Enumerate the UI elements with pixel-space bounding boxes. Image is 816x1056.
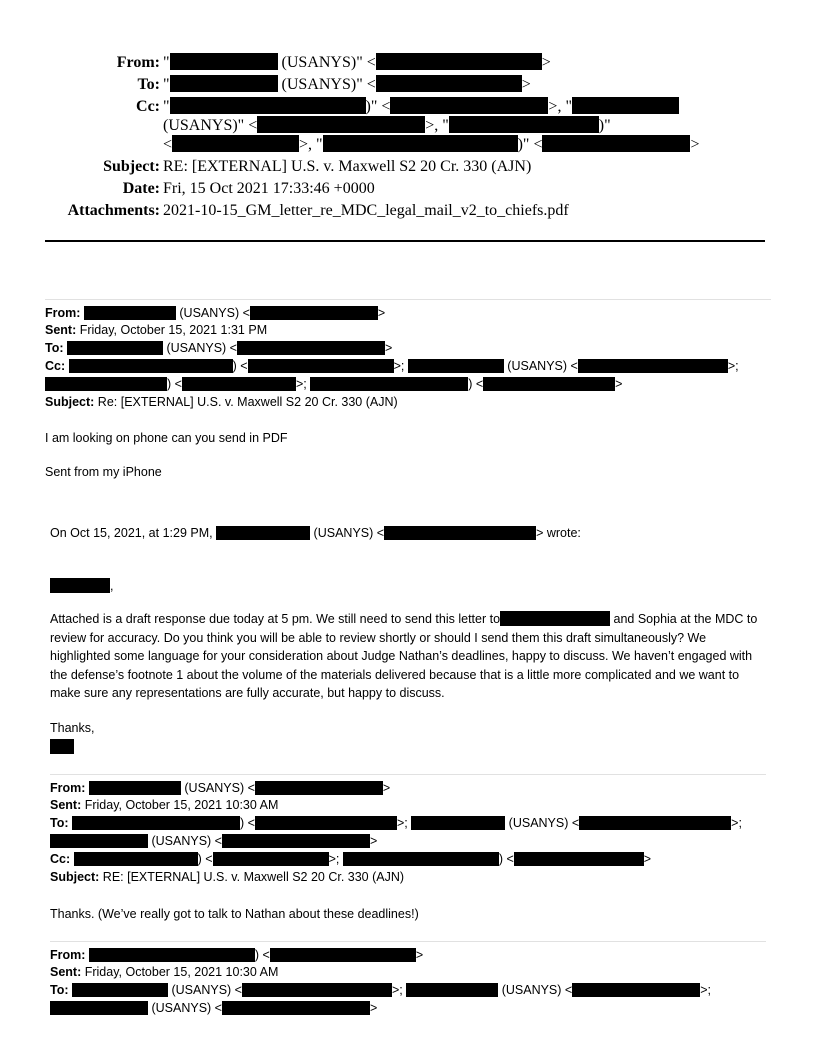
redaction: [270, 948, 416, 962]
redaction: [172, 135, 299, 152]
redaction: [67, 341, 163, 355]
redaction: [376, 53, 542, 70]
redaction: [50, 739, 74, 754]
redaction: [384, 526, 536, 540]
email-2-cc: Cc: ) < >; ) < >: [50, 852, 652, 866]
email-3-to-cont: (USANYS) < >: [50, 1000, 377, 1016]
email-2-sent: Sent: Friday, October 15, 2021 10:30 AM: [50, 798, 279, 812]
email-2-to-cont: (USANYS) < >: [50, 833, 377, 849]
redaction: [310, 377, 468, 391]
redaction: [579, 816, 731, 830]
header-cc-line-1: " )" < >, ": [163, 97, 679, 117]
redaction: [45, 377, 167, 391]
email-2-to: To: ) < >; (USANYS) < >;: [50, 816, 742, 830]
attachment-link[interactable]: 2021-10-15_GM_letter_re_MDC_legal_mail_v2_to_chiefs.pdf: [163, 202, 569, 219]
redaction: [255, 816, 397, 830]
redaction: [376, 75, 522, 92]
quote-signature: [50, 739, 74, 755]
redaction: [572, 97, 679, 114]
header-to-value: " (USANYS)" < >: [163, 76, 531, 93]
email-2-from: From: (USANYS) < >: [50, 781, 391, 795]
email-2-subject: Subject: RE: [EXTERNAL] U.S. v. Maxwell S2 20 Cr. 330 (AJN): [50, 870, 405, 884]
redaction: [242, 983, 392, 997]
email-1-cc-cont: ) < >; ) < >: [45, 376, 622, 392]
header-cc-line-2: (USANYS)" < >, " )": [163, 117, 611, 134]
email-1-sent: Sent: Friday, October 15, 2021 1:31 PM: [45, 323, 268, 337]
redaction: [72, 816, 240, 830]
redaction: [216, 526, 310, 540]
redaction: [89, 781, 181, 795]
header-date-label: Date:: [122, 180, 160, 197]
redaction: [449, 116, 599, 133]
header-divider: [45, 240, 765, 242]
redaction: [222, 1001, 370, 1015]
redaction: [483, 377, 615, 391]
email-3-from: From: ) < >: [50, 948, 424, 962]
header-to-label: To:: [137, 76, 160, 93]
redaction: [411, 816, 505, 830]
email-2-body: Thanks. (We’ve really got to talk to Nathan about these deadlines!): [50, 907, 419, 921]
redaction: [84, 306, 176, 320]
header-to-row: [0, 75, 816, 95]
redaction: [248, 359, 394, 373]
header-from-label: From:: [116, 54, 160, 71]
email-1-to: To: (USANYS) < >: [45, 341, 393, 355]
header-attachments-label: Attachments:: [67, 202, 160, 219]
quote-greeting: ,: [50, 578, 113, 594]
redaction: [50, 834, 148, 848]
email-1-from: From: (USANYS) < >: [45, 306, 386, 320]
redaction: [213, 852, 329, 866]
email-3-divider: [50, 941, 766, 942]
redaction: [578, 359, 728, 373]
redaction: [222, 834, 370, 848]
redaction: [74, 852, 198, 866]
redaction: [390, 97, 548, 114]
header-subject-row: [0, 157, 816, 177]
redaction: [69, 359, 233, 373]
email-3-to: To: (USANYS) < >; (USANYS) < >;: [50, 983, 711, 997]
redaction: [72, 983, 168, 997]
header-from-value: " (USANYS)" < >: [163, 54, 551, 71]
redaction: [343, 852, 499, 866]
header-date-row: [0, 179, 816, 199]
header-cc-label: Cc:: [136, 98, 160, 115]
header-cc-row: [0, 97, 816, 157]
redaction: [257, 116, 425, 133]
redaction: [255, 781, 383, 795]
redaction: [572, 983, 700, 997]
redaction: [514, 852, 644, 866]
email-1-signature: Sent from my iPhone: [45, 465, 162, 479]
email-1-divider: [45, 299, 771, 300]
header-from-row: [0, 53, 816, 73]
redaction: [542, 135, 690, 152]
redaction: [89, 948, 255, 962]
email-1-subject: Subject: Re: [EXTERNAL] U.S. v. Maxwell S2 20 Cr. 330 (AJN): [45, 395, 398, 409]
email-2-divider: [50, 774, 766, 775]
redaction: [50, 1001, 148, 1015]
redaction: [406, 983, 498, 997]
header-attachments-row: [0, 201, 816, 221]
redaction: [408, 359, 504, 373]
header-cc-line-3: < >, " )" < >: [163, 136, 700, 153]
email-1-body: I am looking on phone can you send in PDF: [45, 431, 288, 445]
redaction: [237, 341, 385, 355]
redaction: [170, 97, 366, 114]
header-date-value: Fri, 15 Oct 2021 17:33:46 +0000: [163, 180, 375, 197]
redaction: [50, 578, 110, 593]
quote-intro: On Oct 15, 2021, at 1:29 PM, (USANYS) < > wrote:: [50, 526, 581, 540]
redaction: [250, 306, 378, 320]
email-1-cc: Cc: ) < >; (USANYS) < >;: [45, 359, 739, 373]
redaction: [170, 53, 278, 70]
redaction: [323, 135, 518, 152]
header-subject-label: Subject:: [103, 158, 160, 175]
quote-paragraph: Attached is a draft response due today at 5 pm. We still need to send this letter to and Sophia at the MDC to review for accuracy. Do you think you will be able to review shortly or should I send them this draft simultaneously? We highlighted some language for your consideration about Judge Nathan’s deadlines, happy to discuss. We haven’t engaged with the defense’s footnote 1 about the volume of the materials delivered because that is a little more complicated and we want to make sure any representations are fully accurate, but happy to discuss.: [50, 612, 758, 700]
email-3-sent: Sent: Friday, October 15, 2021 10:30 AM: [50, 965, 279, 979]
header-subject-value: RE: [EXTERNAL] U.S. v. Maxwell S2 20 Cr. 330 (AJN): [163, 158, 532, 175]
quote-thanks: Thanks,: [50, 721, 95, 735]
redaction: [500, 611, 610, 626]
redaction: [170, 75, 278, 92]
redaction: [182, 377, 296, 391]
